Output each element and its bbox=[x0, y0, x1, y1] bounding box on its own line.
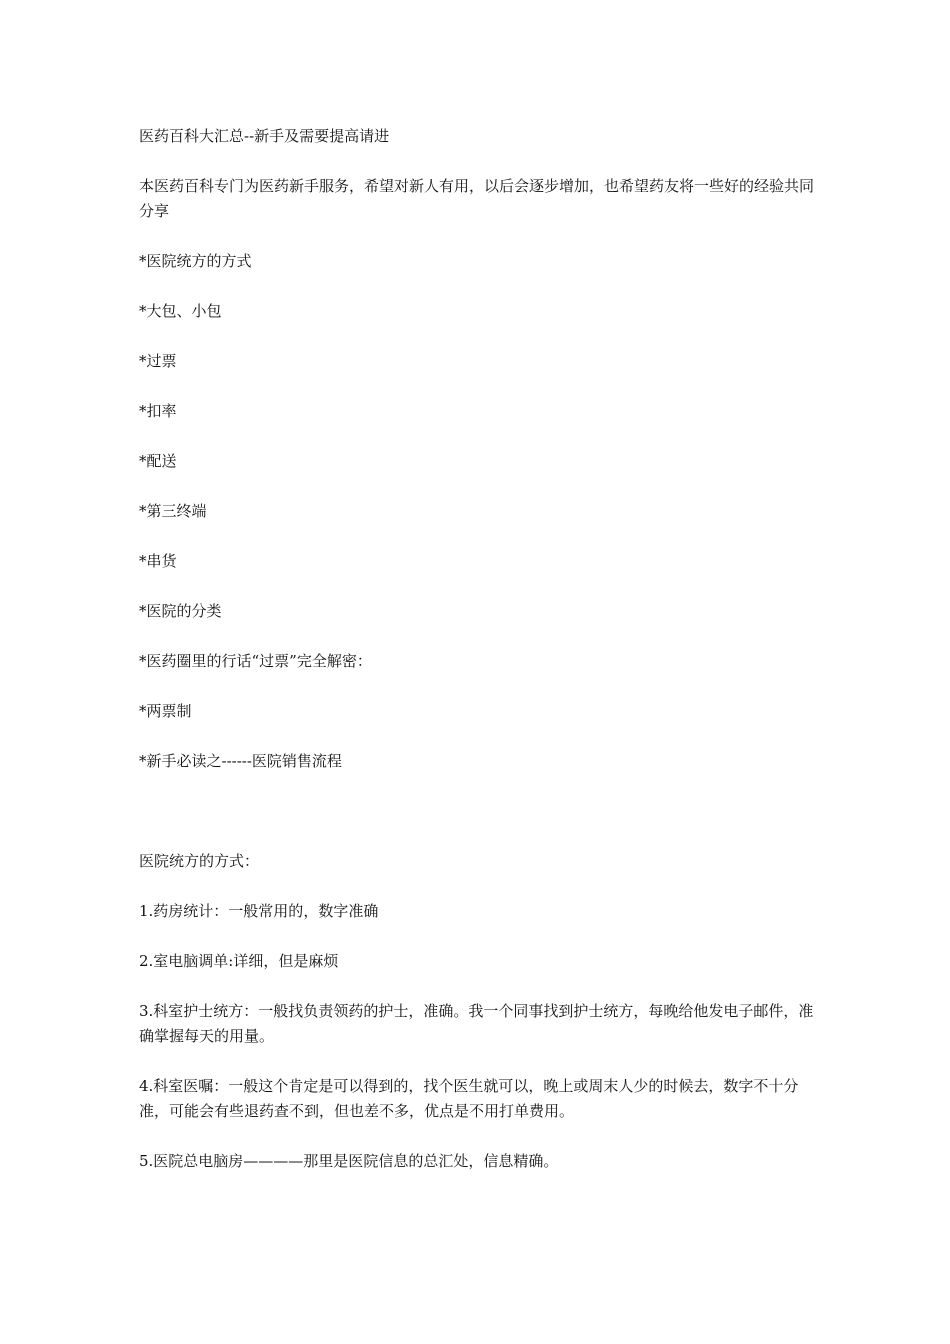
toc-item: *大包、小包 bbox=[139, 302, 222, 320]
toc-item: *扣率 bbox=[139, 402, 177, 420]
document-intro: 本医药百科专门为医药新手服务，希望对新人有用，以后会逐步增加，也希望药友将一些好的经验共同分享 bbox=[139, 177, 815, 220]
toc-item: *过票 bbox=[139, 352, 177, 370]
section-item: 5.医院总电脑房————那里是医院信息的总汇处，信息精确。 bbox=[139, 1152, 559, 1170]
toc-item: *医院统方的方式 bbox=[139, 252, 252, 270]
toc-item: *新手必读之------医院销售流程 bbox=[139, 752, 342, 770]
document-title: 医药百科大汇总--新手及需要提高请进 bbox=[139, 127, 390, 145]
toc-item: *配送 bbox=[139, 452, 177, 470]
section-item: 3.科室护士统方：一般找负责领药的护士，准确。我一个同事找到护士统方，每晚给他发电子邮件，准确掌握每天的用量。 bbox=[139, 1002, 814, 1045]
section-item: 2.室电脑调单:详细，但是麻烦 bbox=[139, 952, 339, 970]
section-item: 4.科室医嘱：一般这个肯定是可以得到的，找个医生就可以，晚上或周末人少的时候去，数字不十分准，可能会有些退药查不到，但也差不多，优点是不用打单费用。 bbox=[139, 1077, 799, 1120]
toc-item: *第三终端 bbox=[139, 502, 207, 520]
section-item: 1.药房统计：一般常用的，数字准确 bbox=[139, 902, 379, 920]
toc-item: *串货 bbox=[139, 552, 177, 570]
document-body bbox=[139, 124, 819, 1199]
toc-item: *医药圈里的行话“过票”完全解密： bbox=[139, 652, 372, 670]
toc-item: *两票制 bbox=[139, 702, 192, 720]
section-spacer bbox=[139, 799, 819, 849]
section-heading: 医院统方的方式： bbox=[139, 852, 260, 870]
toc-item: *医院的分类 bbox=[139, 602, 222, 620]
